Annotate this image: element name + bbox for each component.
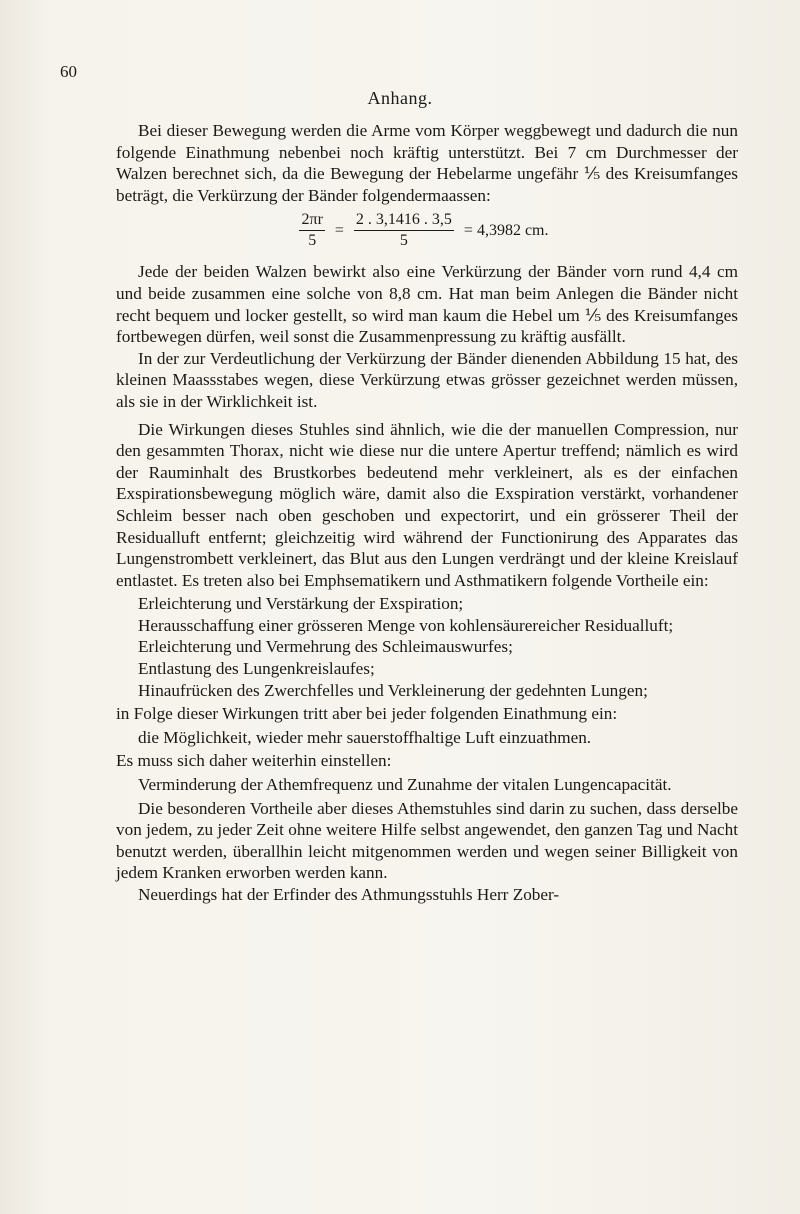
list-item: Entlastung des Lungenkreislaufes; xyxy=(138,659,375,679)
formula-numerator-middle: 2 . 3,1416 . 3,5 xyxy=(354,210,454,231)
formula-denominator-middle: 5 xyxy=(399,232,408,250)
formula-denominator-left: 5 xyxy=(308,232,317,250)
formula-numerator-left: 2πr xyxy=(299,210,324,231)
paragraph-3: In der zur Verdeutlichung der Verkürzung der Bänder dienenden Abbildung 15 hat, des kleinen Maassstabes wegen, diese Verkürzung etwas grösser gezeichnet werden müssen, als sie in der Wirklichkeit ist. xyxy=(116,348,738,411)
paragraph-1: Bei dieser Bewegung werden die Arme vom Körper weggbewegt und dadurch die nun folgende Einathmung nebenbei noch kräftig unterstützt. Bei 7 cm Durchmesser der Walzen berechnet sich, da die Bewegung der Hebelarme ungefähr ⅕ des Kreisumfanges beträgt, die Verkürzung der Bänder folgendermaassen: xyxy=(116,121,738,205)
body-text xyxy=(116,120,738,906)
paragraph-8: Neuerdings hat der Erfinder des Athmungsstuhls Herr Zober- xyxy=(138,885,560,904)
equals-sign: = xyxy=(334,221,344,239)
page-number: 60 xyxy=(60,62,77,81)
paragraph-4: Die Wirkungen dieses Stuhles sind ähnlich, wie die der manuellen Compression, nur den gesammten Thorax, nicht wie diese nur die untere Apertur treffend; nämlich es wird der Rauminhalt des Brustkorbes bedeutend mehr verkleinert, als es der einfachen Exspirationsbewegung möglich wäre, damit also die Exspiration verstärkt, vorhandener Schleim besser nach oben geschoben und expectorirt, und ein grösserer Theil der Residualluft entfernt; gleichzeitig wird während der Functionirung des Apparates das Lungenstrombett verkleinert, das Blut aus den Lungen verdrängt und der kleine Kreislauf entlastet. Es treten also bei Emphsematikern und Asthmatikern folgende Vortheile ein: xyxy=(116,419,738,590)
list-item: Verminderung der Athemfrequenz und Zunahme der vitalen Lungencapacität. xyxy=(138,775,672,795)
paragraph-7: Die besonderen Vortheile aber dieses Athemstuhles sind darin zu suchen, dass derselbe von jedem, zu jeder Zeit ohne weitere Hilfe selbst angewendet, den ganzen Tag und Nacht benutzt werden, überallhin leicht mitgenommen werden und wegen seiner Billigkeit von jedem Kranken erworben werden kann. xyxy=(116,798,738,883)
formula-fraction-left xyxy=(299,210,324,251)
inhalation-list xyxy=(116,727,738,749)
list-item: Erleichterung und Verstärkung der Exspiration; xyxy=(138,594,464,614)
list-item: Herausschaffung einer grösseren Menge von kohlensäurereicher Residualluft; xyxy=(138,615,674,635)
paragraph-2: Jede der beiden Walzen bewirkt also eine Verkürzung der Bänder vorn rund 4,4 cm und beide zusammen eine solche von 8,8 cm. Hat man beim Anlegen die Bänder nicht recht bequem und locker gestellt, so wird man kaum die Hebel um ⅕ des Kreisumfanges fortbewegen dürfen, weil sonst die Zusammenpressung zu kräftig ausfällt. xyxy=(116,262,738,347)
list-item: Hinaufrücken des Zwerchfelles und Verkleinerung der gedehnten Lungen; xyxy=(138,680,648,700)
result-list xyxy=(116,774,738,796)
list-item: die Möglichkeit, wieder mehr sauerstoffhaltige Luft einzuathmen. xyxy=(138,727,592,747)
formula-fraction-middle xyxy=(354,210,454,251)
formula-result: = 4,3982 cm. xyxy=(463,221,549,239)
paragraph-6: Es muss sich daher weiterhin einstellen: xyxy=(116,751,392,771)
running-head: Anhang. xyxy=(367,88,433,108)
advantages-list xyxy=(116,593,738,701)
list-item: Erleichterung und Vermehrung des Schleimauswurfes; xyxy=(138,637,513,657)
paragraph-5: in Folge dieser Wirkungen tritt aber bei jeder folgenden Einathmung ein: xyxy=(116,704,618,724)
formula xyxy=(116,210,738,251)
